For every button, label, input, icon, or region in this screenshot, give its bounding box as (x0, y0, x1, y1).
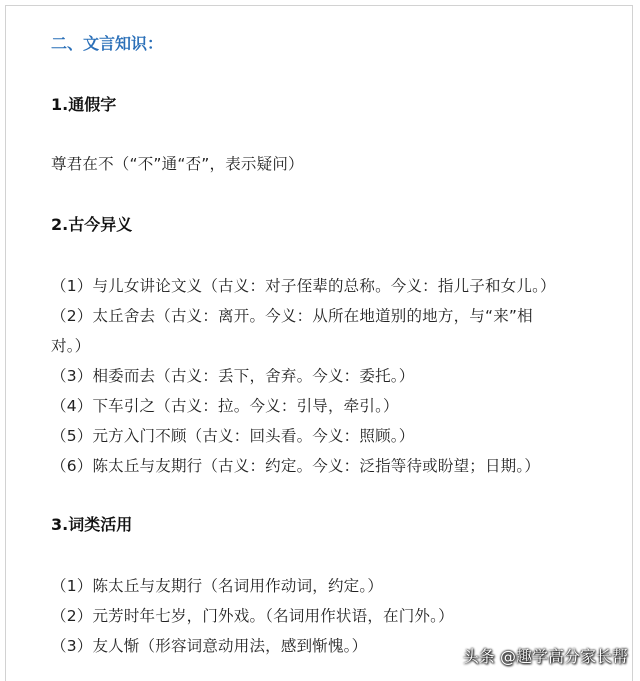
heading-cileihuoyong: 3.词类活用 (51, 515, 133, 534)
heading-tongjiazi: 1.通假字 (51, 95, 117, 114)
gujinyiyi-line-5: （5）元方入门不顾（古义：回头看。今义：照顾。） (51, 427, 415, 445)
cileihuoyong-line-3: （3）友人惭（形容词意动用法，感到惭愧。） (51, 637, 368, 655)
cileihuoyong-line-2: （2）元芳时年七岁，门外戏。（名词用作状语，在门外。） (51, 607, 454, 625)
gujinyiyi-line-6: （6）陈太丘与友期行（古义：约定。今义：泛指等待或盼望；日期。） (51, 457, 541, 475)
watermark-toutiao: 头条 @趣学高分家长帮 (462, 647, 628, 666)
heading-gujinyiyi: 2.古今异义 (51, 215, 133, 234)
gujinyiyi-line-4: （4）下车引之（古义：拉。今义：引导，牵引。） (51, 397, 399, 415)
cileihuoyong-line-1: （1）陈太丘与友期行（名词用作动词，约定。） (51, 577, 384, 595)
tongjiazi-line-1: 尊君在不（“不”通“否”，表示疑问） (51, 155, 304, 173)
gujinyiyi-line-3: （3）相委而去（古义：丢下，舍弃。今义：委托。） (51, 367, 415, 385)
gujinyiyi-line-2-cont: 对。） (51, 337, 91, 355)
gujinyiyi-line-2: （2）太丘舍去（古义：离开。今义：从所在地道别的地方，与“来”相 (51, 307, 533, 325)
gujinyiyi-line-1: （1）与儿女讲论文义（古义：对子侄辈的总称。今义：指儿子和女儿。） (51, 277, 556, 295)
section-title: 二、文言知识： (51, 34, 164, 53)
